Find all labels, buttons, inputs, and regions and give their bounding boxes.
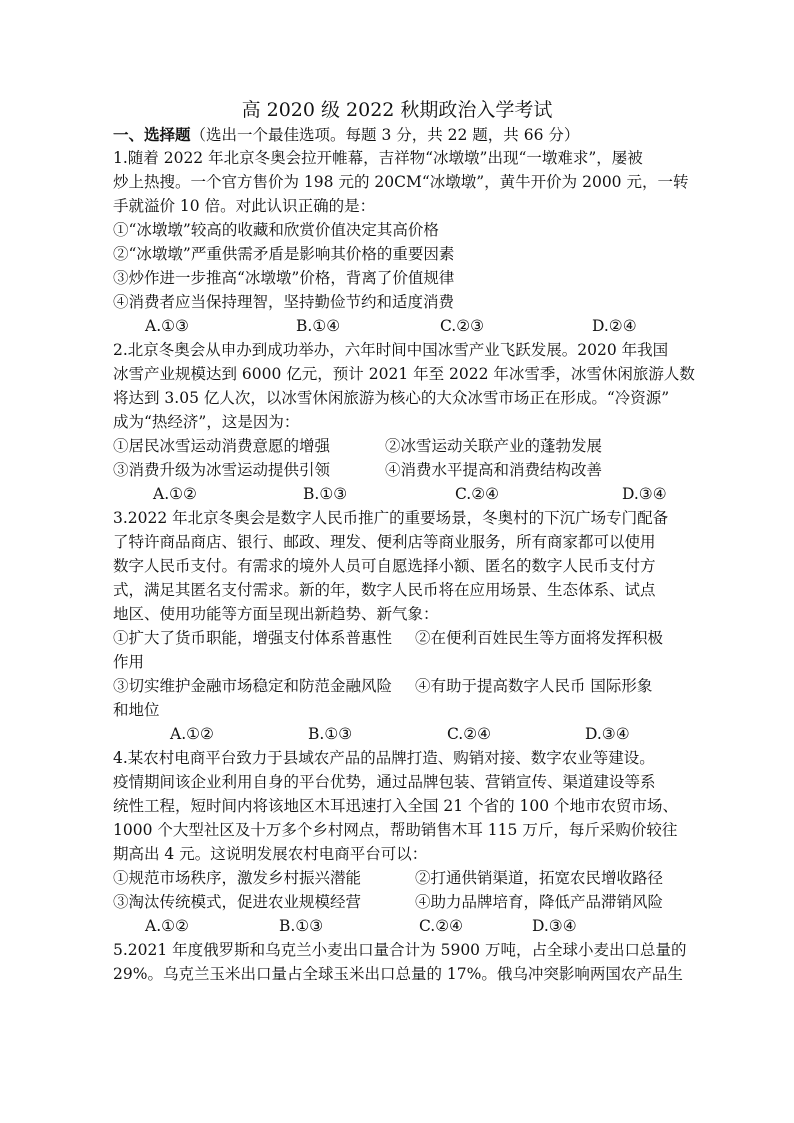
q1-item-2: ②“冰墩墩”严重供需矛盾是影响其价格的重要因素	[113, 245, 455, 263]
q3-stem-line-5: 地区、使用功能等方面呈现出新趋势、新气象：	[113, 605, 439, 623]
q4-stem-line-4: 1000 个大型社区及十万多个乡村网点，帮助销售木耳 115 万斤，每斤采购价较往	[113, 821, 678, 839]
q4-choice-b: B.①③	[279, 917, 324, 935]
q3-stem-line-2: 了特许商品商店、银行、邮政、理发、便利店等商业服务，所有商家都可以使用	[113, 533, 656, 551]
q2-stem-line-3: 将达到 3.05 亿人次，以冰雪休闲旅游为核心的大众冰雪市场正在形成。“冷资源”	[113, 389, 670, 407]
section-label: 一、选择题	[113, 125, 191, 144]
q3-item-4-cont: 和地位	[113, 701, 160, 719]
q2-stem-line-4: 成为“热经济”，这是因为：	[113, 413, 300, 431]
q1-stem-line-2: 炒上热搜。一个官方售价为 198 元的 20CM“冰墩墩”，黄牛开价为 2000 元，一转	[113, 173, 689, 191]
q1-item-4: ④消费者应当保持理智，坚持勤俭节约和适度消费	[113, 293, 455, 311]
q5-stem-line-1: 5.2021 年度俄罗斯和乌克兰小麦出口量合计为 5900 万吨，占全球小麦出口总量的	[113, 941, 687, 959]
q2-item-1: ①居民冰雪运动消费意愿的增强	[113, 437, 331, 455]
q2-choice-a: A.①②	[153, 485, 197, 503]
q1-choice-c: C.②③	[440, 317, 485, 335]
q4-choice-a: A.①②	[145, 917, 189, 935]
q2-stem-line-1: 2.北京冬奥会从申办到成功举办，六年时间中国冰雪产业飞跃发展。2020 年我国	[113, 341, 669, 359]
q1-choice-a: A.①③	[145, 317, 189, 335]
q3-stem-line-3: 数字人民币支付。有需求的境外人员可自愿选择小额、匿名的数字人民币支付方	[113, 557, 656, 575]
q4-stem-line-5: 期高出 4 元。这说明发展农村电商平台可以：	[113, 845, 428, 863]
q4-item-1: ①规范市场秩序，激发乡村振兴潜能	[113, 869, 362, 887]
q3-item-1: ①扩大了货币职能，增强支付体系普惠性	[113, 629, 393, 647]
q2-item-3: ③消费升级为冰雪运动提供引领	[113, 461, 331, 479]
q4-choice-c: C.②④	[419, 917, 464, 935]
q3-item-2-cont: 作用	[113, 653, 145, 671]
q2-item-2: ②冰雪运动关联产业的蓬勃发展	[385, 437, 603, 455]
q3-choice-b: B.①③	[308, 725, 353, 743]
q2-stem-line-2: 冰雪产业规模达到 6000 亿元，预计 2021 年至 2022 年冰雪季，冰雪休闲旅游人数	[113, 365, 695, 383]
q3-choice-d: D.③④	[585, 725, 630, 743]
q3-item-2: ②在便利百姓民生等方面将发挥积极	[415, 629, 664, 647]
q2-choice-c: C.②④	[455, 485, 500, 503]
section-note: （选出一个最佳选项。每题 3 分，共 22 题，共 66 分）	[190, 126, 580, 144]
q1-stem-line-3: 手就溢价 10 倍。对此认识正确的是：	[113, 197, 376, 215]
q3-stem-line-4: 式，满足其匿名支付需求。新的年，数字人民币将在应用场景、生态体系、试点	[113, 581, 656, 599]
q1-choice-d: D.②④	[592, 317, 637, 335]
q5-stem-line-2: 29%。乌克兰玉米出口量占全球玉米出口总量的 17%。俄乌冲突影响两国农产品生	[113, 965, 683, 983]
exam-title: 高 2020 级 2022 秋期政治入学考试	[241, 99, 553, 121]
q2-item-4: ④消费水平提高和消费结构改善	[385, 461, 603, 479]
q2-choice-b: B.①③	[303, 485, 348, 503]
q3-item-3: ③切实维护金融市场稳定和防范金融风险	[113, 677, 393, 695]
q4-item-4: ④助力品牌培育，降低产品滞销风险	[415, 893, 664, 911]
section-heading	[113, 124, 579, 146]
q3-item-4: ④有助于提高数字人民币 国际形象	[415, 677, 653, 695]
q3-choice-a: A.①②	[170, 725, 214, 743]
q2-choice-d: D.③④	[622, 485, 667, 503]
q4-item-2: ②打通供销渠道，拓宽农民增收路径	[415, 869, 664, 887]
q4-stem-line-3: 统性工程，短时间内将该地区木耳迅速打入全国 21 个省的 100 个地市农贸市场、	[113, 797, 679, 815]
q3-choice-c: C.②④	[447, 725, 492, 743]
q1-choice-b: B.①④	[296, 317, 341, 335]
q4-item-3: ③淘汰传统模式，促进农业规模经营	[113, 893, 362, 911]
q4-stem-line-2: 疫情期间该企业利用自身的平台优势，通过品牌包装、营销宣传、渠道建设等系	[113, 773, 656, 791]
q3-stem-line-1: 3.2022 年北京冬奥会是数字人民币推广的重要场景，冬奥村的下沉广场专门配备	[113, 509, 669, 527]
q1-stem-line-1: 1.随着 2022 年北京冬奥会拉开帷幕，吉祥物“冰墩墩”出现“一墩难求”，屡被	[113, 149, 643, 167]
q1-item-3: ③炒作进一步推高“冰墩墩”价格，背离了价值规律	[113, 269, 455, 287]
q4-stem-line-1: 4.某农村电商平台致力于县域农产品的品牌打造、购销对接、数字农业等建设。	[113, 749, 655, 767]
q1-item-1: ①“冰墩墩”较高的收藏和欣赏价值决定其高价格	[113, 221, 439, 239]
q4-choice-d: D.③④	[532, 917, 577, 935]
